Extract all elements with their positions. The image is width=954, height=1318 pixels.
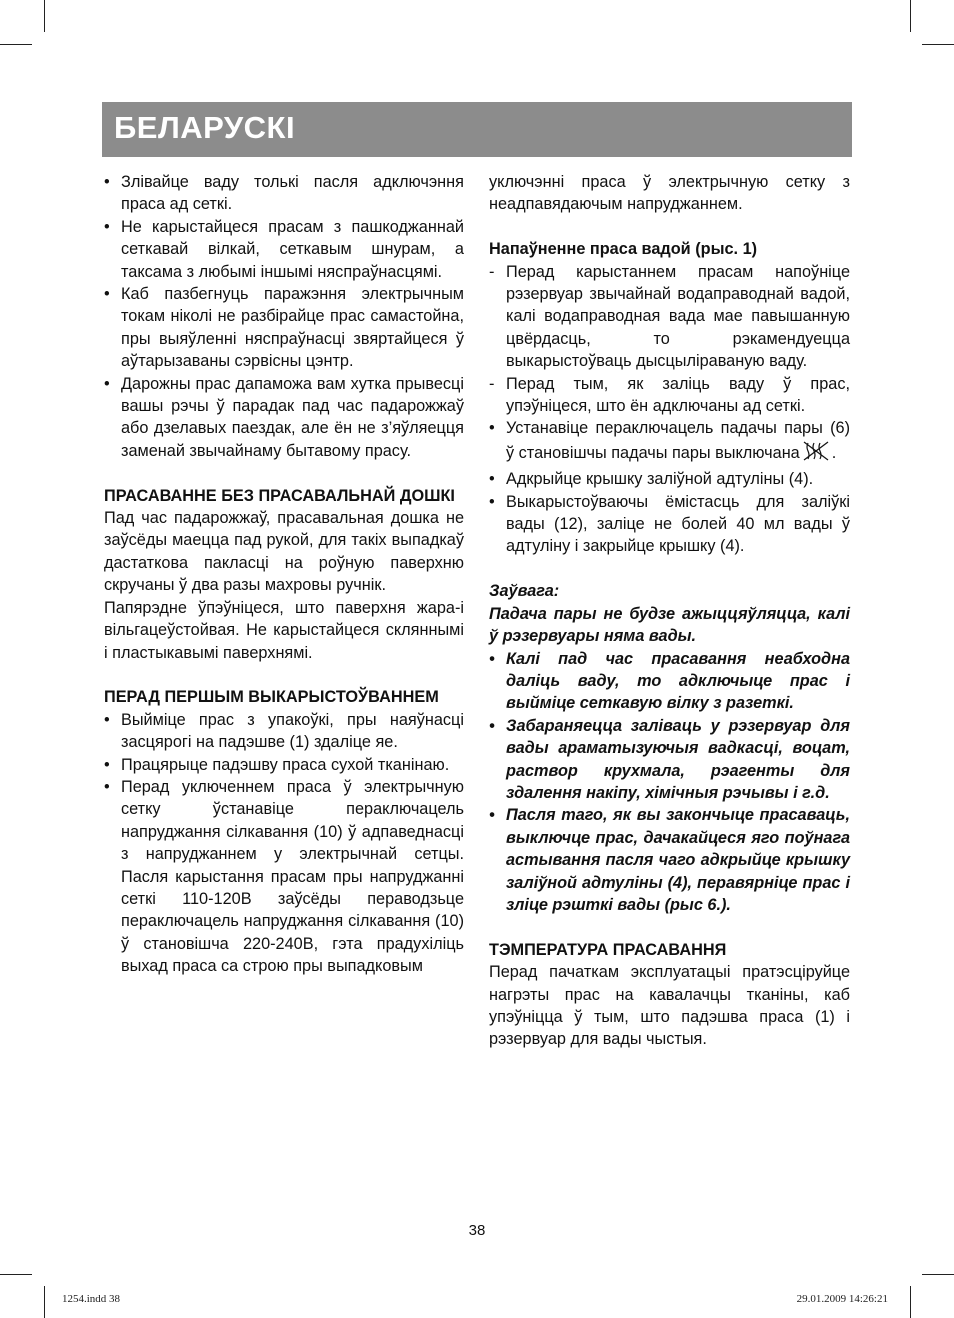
list-item: • Устанавіце пераключацель падачы пары (6) ў становішчы падачы пары выключана . bbox=[489, 417, 850, 468]
slug-file: 1254.indd 38 bbox=[62, 1293, 121, 1305]
paragraph: Папярэдне ўпэўніцеся, што паверхня жара-і вільгацеўстойвая. Не карыстайцеся скляннымі і пластыкавымі паверхнямі. bbox=[104, 598, 464, 662]
list-item-text: Забараняецца заліваць у рэзервуар для вады араматызуючыя вадкасці, воцат, раствор крухмала, рэагенты для здалення накіпу, хімічныя рэчывы і г.д. bbox=[506, 716, 850, 802]
crop-mark bbox=[44, 1286, 45, 1318]
note-text: Падача пары не будзе ажыццяўляцца, калі ў рэзервуары няма вады. bbox=[489, 604, 850, 646]
list-item-text: Злівайце ваду толькі пасля адключэння праса ад сеткі. bbox=[121, 173, 464, 214]
bullet-marker: • bbox=[104, 173, 110, 191]
list-item bbox=[104, 216, 464, 283]
bullet-marker: • bbox=[489, 806, 495, 825]
right-column bbox=[489, 171, 850, 1051]
list-item-text: Выкарыстоўваючы ёмістасць для заліўкі вады (12), заліце не болей 40 мл вады ў адтуліну і закрыйце крышку (4). bbox=[506, 492, 850, 556]
list-item-text: Перад тым, як заліць ваду ў прас, упэўніцеся, што ён адключаны ад сеткі. bbox=[506, 374, 850, 416]
bullet-marker: • bbox=[489, 492, 495, 511]
page-number: 38 bbox=[468, 1222, 486, 1239]
section-heading: ПРАСАВАННЕ БЕЗ ПРАСАВАЛЬНАЙ ДОШКІ bbox=[104, 486, 455, 505]
list-item bbox=[489, 648, 850, 715]
list-item-text: Пасля таго, як вы закончыце прасаваць, выключце прас, дачакайцеся яго поўнага астывання пасля чаго адкрыйце крышку заліўной адтуліны (4), перавярніце прас і зліце рэшткі вады (рыс 6.). bbox=[506, 806, 850, 914]
bullet-marker: • bbox=[104, 217, 110, 236]
list-item bbox=[489, 261, 850, 373]
list-item-text: Устанавіце пераключацель падачы пары (6) ў становішчы падачы пары выключана bbox=[506, 419, 850, 462]
language-banner bbox=[102, 102, 852, 157]
list-item bbox=[104, 373, 464, 463]
list-item bbox=[489, 715, 850, 805]
page-title: БЕЛАРУСКІ bbox=[114, 110, 296, 145]
crop-mark bbox=[44, 0, 45, 32]
section-heading: ТЭМПЕРАТУРА ПРАСАВАННЯ bbox=[489, 940, 727, 959]
list-item bbox=[104, 709, 464, 754]
list-item-text: Выйміце прас з упакоўкі, пры наяўнасці засцярогі на падэшве (1) здаліце яе. bbox=[121, 710, 464, 752]
list-item-text: Калі пад час прасавання неабходна даліць ваду, то адключыце прас і выйміце сеткавую вілку з разеткі. bbox=[506, 649, 850, 713]
list-item bbox=[104, 283, 464, 373]
list-item-text: Перад уключеннем праса ў электрычную сетку ўстанавіце пераключацель напруджання сілкавання (10) ў адпаведнасці з напруджаннем у электрычнай сетцы. Пасля карыстання прасам пры напруджанні сеткі 110-120В заўсёды пераводзьце пераключацель напруджання сілкавання (10) ў становішча 220-240В, гэта прадухіліць выхад праса са строю пры выпадковым bbox=[121, 777, 464, 976]
section-heading: ПЕРАД ПЕРШЫМ ВЫКАРЫСТОЎВАННЕМ bbox=[104, 688, 439, 707]
bullet-marker: • bbox=[104, 710, 110, 729]
dash-marker: - bbox=[489, 374, 495, 393]
left-column bbox=[104, 171, 464, 978]
dash-marker: - bbox=[489, 262, 495, 281]
bullet-marker: • bbox=[104, 777, 110, 796]
list-item-text: Дарожны прас дапаможа вам хутка прывесці вашы рэчы ў парадак пад час падарожжаў або дзелавых паездак, але ён не з’яўляецця заменай звычайнаму бытавому прасу. bbox=[121, 374, 464, 460]
note-title: Заўвага: bbox=[489, 582, 560, 601]
bullet-marker: • bbox=[489, 649, 495, 668]
list-item-text: Працярыце падэшву праса сухой тканінаю. bbox=[121, 755, 450, 774]
list-item bbox=[104, 171, 464, 216]
list-item-text: Каб пазбегнуць паражэння электрычным токам ніколі не разбірайце прас самастойна, пры выяўленні няспраўнасці звяртайцеся ў аўтарызаваны сэрвісны цэнтр. bbox=[121, 285, 464, 371]
bullet-marker: • bbox=[104, 755, 110, 774]
crop-mark bbox=[910, 0, 911, 32]
list-item bbox=[104, 776, 464, 978]
bullet-marker: • bbox=[489, 419, 495, 438]
bullet-marker: • bbox=[104, 374, 110, 393]
paragraph: уключэнні праса ў электрычную сетку з неадпавядаючым напруджаннем. bbox=[489, 173, 850, 214]
bullet-marker: • bbox=[489, 716, 495, 735]
paragraph: Пад час падарожжаў, прасавальная дошка не заўсёды маецца пад рукой, для такіх выпадкаў дастаткова пакласці на роўную паверхню скручаны ў два разы махровы ручнік. bbox=[104, 509, 464, 595]
crop-mark bbox=[0, 44, 32, 45]
slug-date: 29.01.2009 14:26:21 bbox=[796, 1293, 888, 1305]
crop-mark bbox=[910, 1286, 911, 1318]
bullet-marker: • bbox=[489, 470, 495, 489]
bullet-marker: • bbox=[104, 285, 110, 304]
crop-mark bbox=[0, 1274, 32, 1275]
list-item bbox=[489, 491, 850, 558]
list-item bbox=[489, 468, 850, 490]
list-item-text: Перад карыстаннем прасам напоўніце рэзервуар звычайнай водаправоднай вадой, калі водаправодная вада мае павышанную цвёрдасць, то рэкамендуецца выкарыстоўваць дысцыліраваную ваду. bbox=[506, 262, 850, 371]
crop-mark bbox=[922, 44, 954, 45]
list-item-text: Не карыстайцеся прасам з пашкоджаннай сеткавай вілкай, сеткавым шнурам, а таксама з любымі іншымі няспраўнасцямі. bbox=[121, 217, 464, 281]
list-item-text: Адкрыйце крышку заліўной адтуліны (4). bbox=[506, 470, 814, 489]
list-item bbox=[104, 754, 464, 776]
crop-mark bbox=[922, 1274, 954, 1275]
paragraph: Перад пачаткам эксплуатацыі пратэсціруйце нагрэты прас на кавалачцы тканіны, каб упэўніцца ў тым, што падэшва праса (1) і рэзервуар для вады чыстыя. bbox=[489, 963, 850, 1049]
list-item bbox=[489, 373, 850, 418]
section-heading: Напаўненне праса вадой (рыс. 1) bbox=[489, 240, 758, 259]
list-item bbox=[489, 804, 850, 916]
steam-off-icon bbox=[802, 440, 832, 468]
